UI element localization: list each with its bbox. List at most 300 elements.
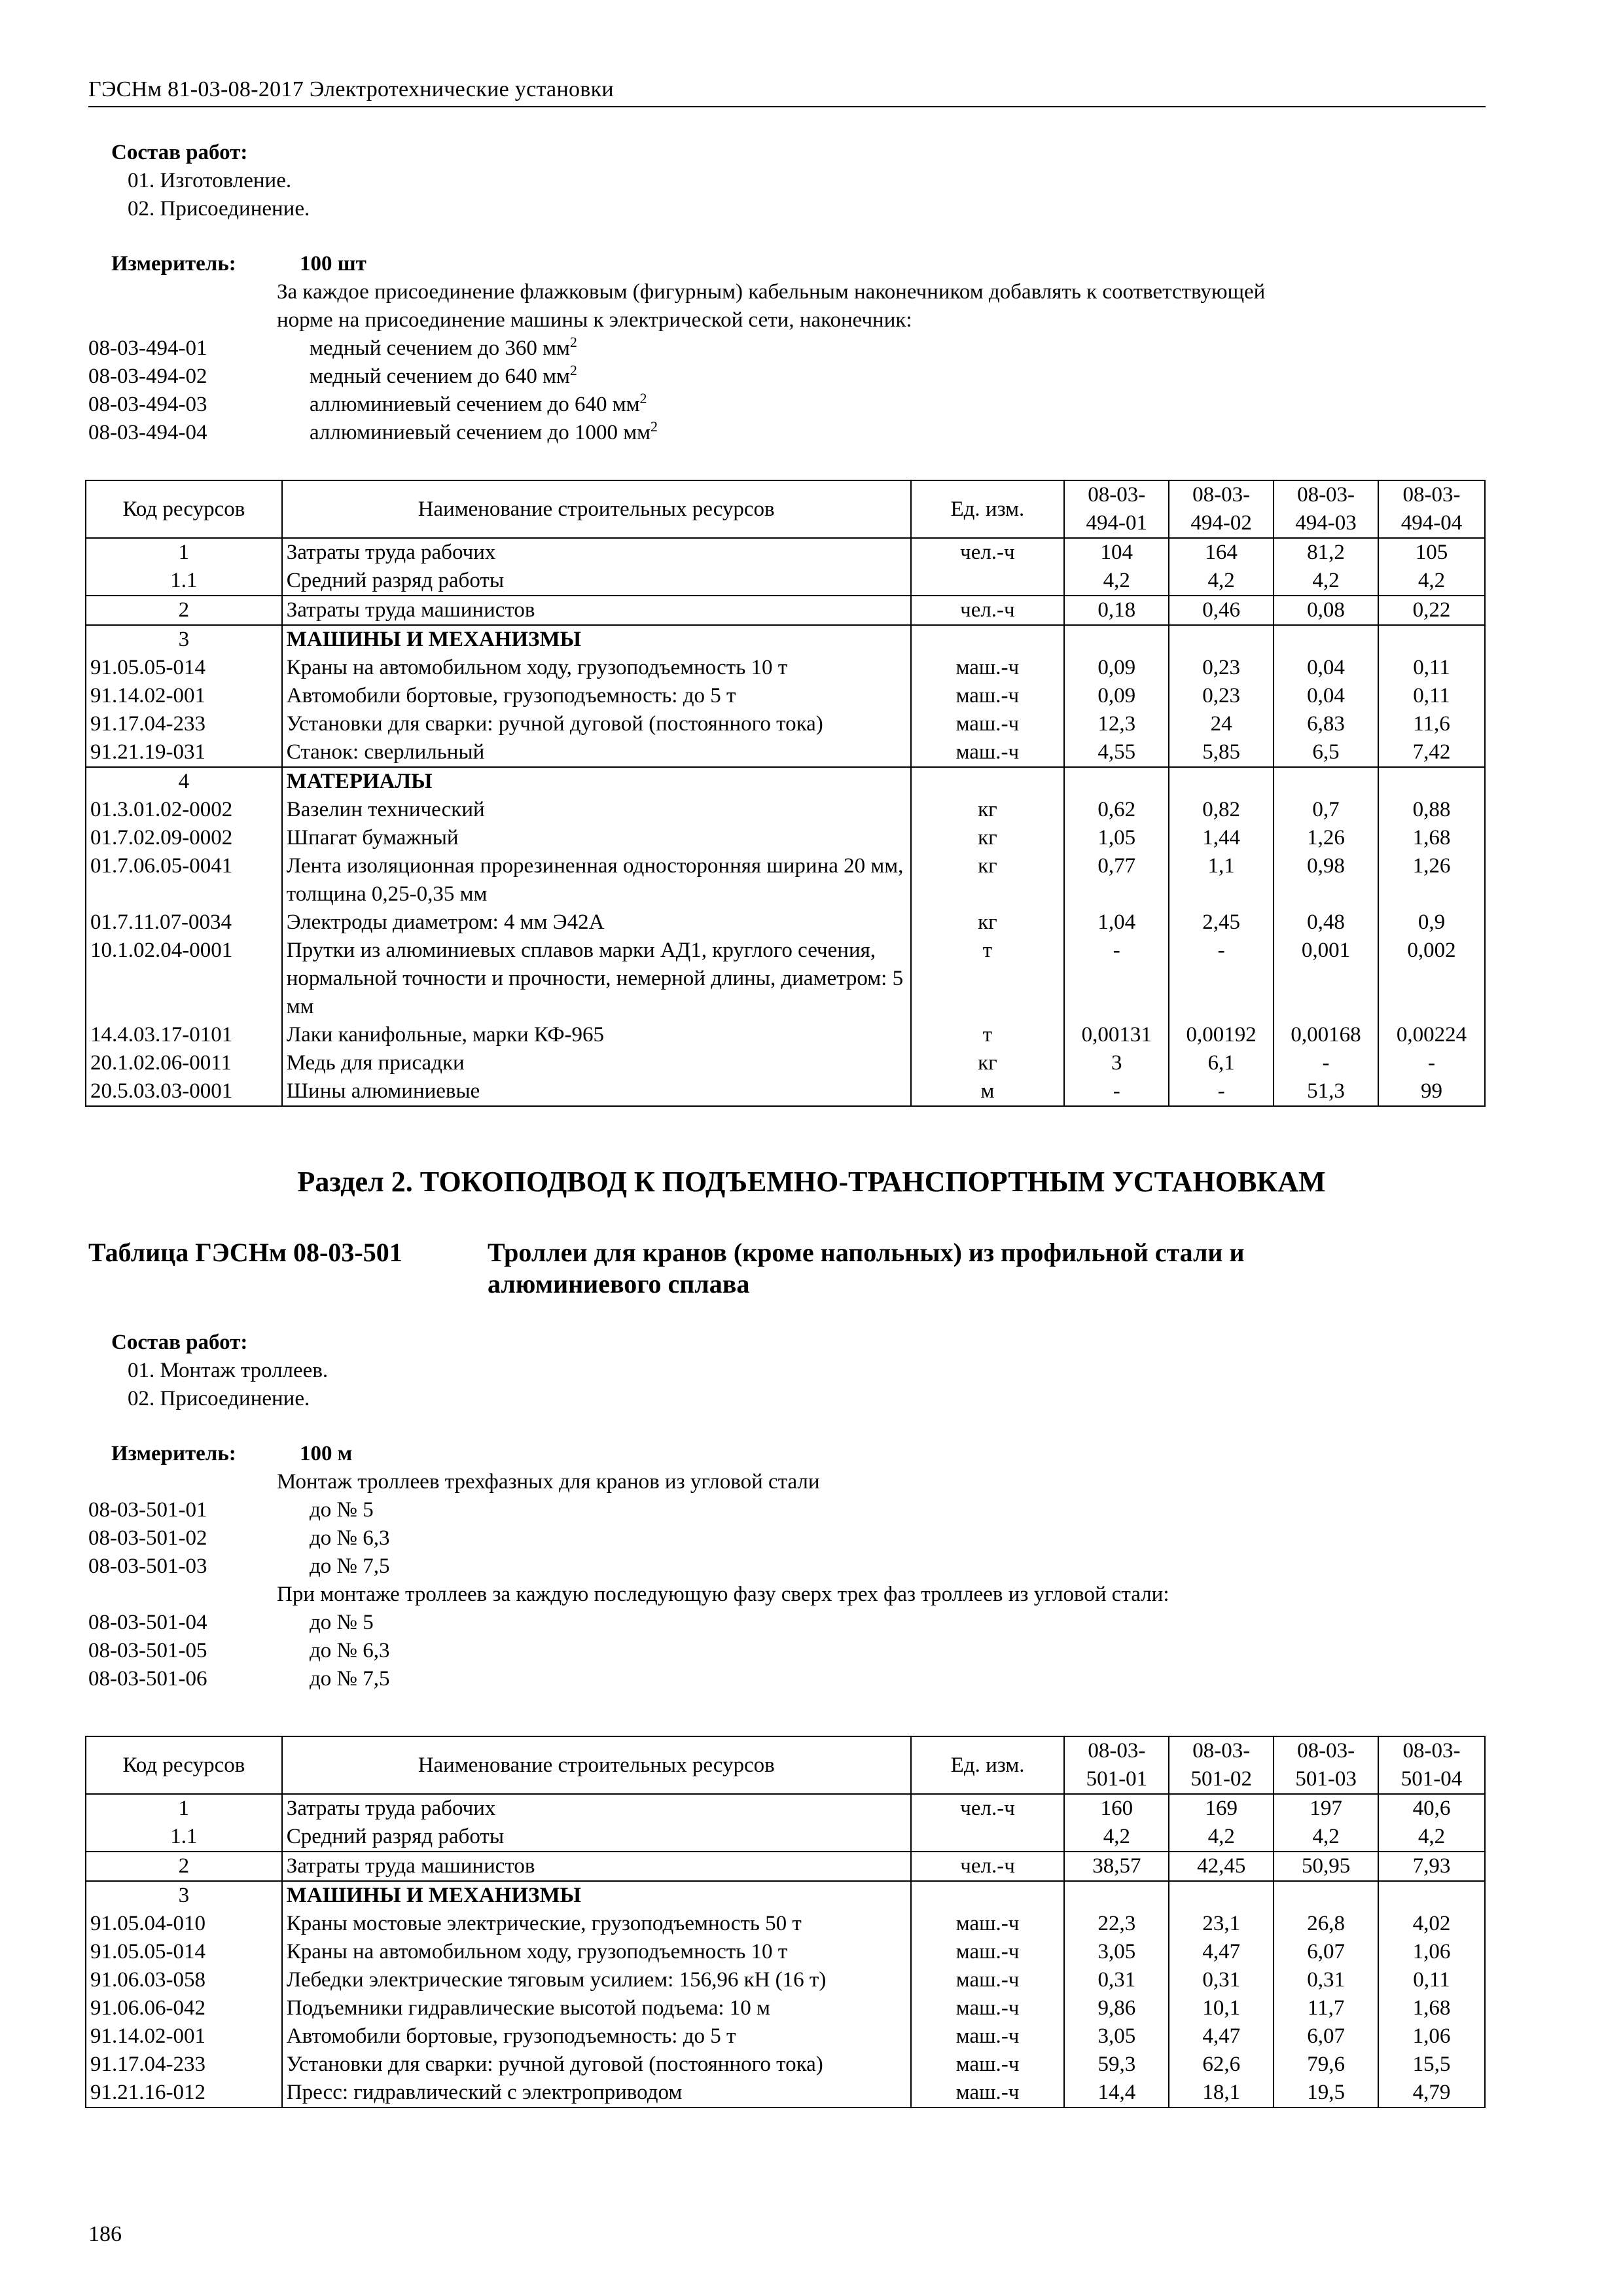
resource-unit (911, 625, 1065, 654)
header-unit: Ед. изм. (911, 480, 1065, 538)
norm-value: 0,23 (1169, 654, 1274, 682)
header-norm-column (1378, 1736, 1485, 1794)
resource-code: 20.5.03.03-0001 (86, 1077, 282, 1106)
resource-unit (911, 1881, 1065, 1910)
work-item: 01. Монтаж троллеев. (128, 1359, 329, 1382)
norm-text (277, 391, 1486, 419)
norm-value: 105 (1378, 538, 1485, 567)
table-row (86, 2051, 1485, 2079)
meter-desc: За каждое присоединение флажковым (фигурным) кабельным наконечником добавлять к соответствующей (277, 280, 1266, 304)
table-row (86, 908, 1485, 937)
table-row (86, 538, 1485, 567)
meter-row (88, 1440, 1486, 1468)
norm-value: 4,2 (1169, 567, 1274, 596)
norm-value: 0,04 (1274, 682, 1378, 710)
resource-name: Шпагат бумажный (282, 824, 911, 852)
norm-value (1274, 625, 1378, 654)
header-norm-part: 08-03- (1402, 483, 1461, 507)
norm-value: 18,1 (1169, 2079, 1274, 2108)
norm-value: 1,04 (1064, 908, 1169, 937)
norm-value: 0,82 (1169, 796, 1274, 824)
resource-name: Краны на автомобильном ходу, грузоподъемность 10 т (282, 654, 911, 682)
resource-code: 01.7.11.07-0034 (86, 908, 282, 937)
norm-item (88, 419, 1486, 447)
header-norm-part: 08-03- (1192, 1739, 1251, 1763)
group-row (86, 625, 1485, 654)
norm-value (1378, 767, 1485, 796)
header-norm-part: 08-03- (1192, 483, 1251, 507)
norm-value: 4,2 (1378, 567, 1485, 596)
norm-value: 0,08 (1274, 596, 1378, 625)
resource-unit: маш.-ч (911, 2079, 1065, 2108)
table-row (86, 1021, 1485, 1049)
norm-item (88, 391, 1486, 419)
meter-desc: норме на присоединение машины к электрической сети, наконечник: (277, 308, 912, 332)
resource-name: Установки для сварки: ручной дуговой (постоянного тока) (282, 2051, 911, 2079)
norm-value: 4,2 (1378, 1823, 1485, 1852)
resource-name: Электроды диаметром: 4 мм Э42А (282, 908, 911, 937)
norm-value: 4,2 (1064, 567, 1169, 596)
norm-value: 99 (1378, 1077, 1485, 1106)
norm-item (88, 1552, 1486, 1581)
norm-value: 50,95 (1274, 1852, 1378, 1881)
resource-name: Вазелин технический (282, 796, 911, 824)
resource-unit: чел.-ч (911, 1794, 1065, 1823)
norm-value: 26,8 (1274, 1910, 1378, 1938)
norm-value: 0,9 (1378, 908, 1485, 937)
norm-value: 4,47 (1169, 2022, 1274, 2051)
resource-code: 91.17.04-233 (86, 710, 282, 738)
norm-value: 79,6 (1274, 2051, 1378, 2079)
resource-code: 91.17.04-233 (86, 2051, 282, 2079)
norm-value: 23,1 (1169, 1910, 1274, 1938)
norm-text-value: до № 7,5 (310, 1554, 390, 1578)
norm-value: 2,45 (1169, 908, 1274, 937)
norm-text (277, 1524, 1486, 1552)
norm-value: - (1169, 937, 1274, 1021)
norm-text (277, 363, 1486, 391)
norm-value: 197 (1274, 1794, 1378, 1823)
norm-text-value: медный сечением до 360 мм (310, 336, 570, 360)
superscript: 2 (569, 362, 577, 378)
resource-unit (911, 1823, 1065, 1852)
resource-code: 1.1 (86, 1823, 282, 1852)
resource-code: 1 (86, 1794, 282, 1823)
table-row (86, 596, 1485, 625)
table-row (86, 824, 1485, 852)
norm-value: 0,001 (1274, 937, 1378, 1021)
table-row (86, 852, 1485, 908)
norm-text (277, 1552, 1486, 1581)
norm-value: 0,7 (1274, 796, 1378, 824)
header-norm-column (1064, 480, 1169, 538)
norm-value: - (1378, 1049, 1485, 1077)
table-row (86, 682, 1485, 710)
header-norm-column (1378, 480, 1485, 538)
resource-name: Шины алюминиевые (282, 1077, 911, 1106)
table-row (86, 567, 1485, 596)
norm-value: 6,07 (1274, 1938, 1378, 1966)
resource-table-501 (85, 1736, 1486, 2108)
table-row (86, 1994, 1485, 2022)
norm-value: 38,57 (1064, 1852, 1169, 1881)
norm-value: 7,42 (1378, 738, 1485, 767)
norm-text (277, 1609, 1486, 1637)
norm-value: 14,4 (1064, 2079, 1169, 2108)
norm-value: - (1064, 1077, 1169, 1106)
header-code: Код ресурсов (86, 1736, 282, 1794)
norm-value: 0,09 (1064, 682, 1169, 710)
resource-name: Подъемники гидравлические высотой подъема: 10 м (282, 1994, 911, 2022)
table-row (86, 796, 1485, 824)
resource-name: Медь для присадки (282, 1049, 911, 1077)
norm-value: 0,31 (1169, 1966, 1274, 1994)
header-norm-column (1064, 1736, 1169, 1794)
norm-value: 9,86 (1064, 1994, 1169, 2022)
norm-value: 4,2 (1274, 1823, 1378, 1852)
norm-item (88, 334, 1486, 363)
table-row (86, 654, 1485, 682)
norm-value: 15,5 (1378, 2051, 1485, 2079)
norm-code: 08-03-501-01 (88, 1498, 207, 1522)
header-norm-part: 494-01 (1086, 511, 1147, 535)
resource-code: 91.05.05-014 (86, 654, 282, 682)
resource-code: 1.1 (86, 567, 282, 596)
norm-value: 22,3 (1064, 1910, 1169, 1938)
norm-value: 6,1 (1169, 1049, 1274, 1077)
norm-value: 3,05 (1064, 2022, 1169, 2051)
work-item: 01. Изготовление. (128, 169, 292, 192)
norm-value: 4,02 (1378, 1910, 1485, 1938)
works-title: Состав работ: (111, 141, 248, 164)
norm-value: - (1274, 1049, 1378, 1077)
norm-value: 0,48 (1274, 908, 1378, 937)
norm-value: 12,3 (1064, 710, 1169, 738)
norm-value (1064, 1881, 1169, 1910)
norm-text (277, 1637, 1486, 1665)
work-item: 02. Присоединение. (128, 1387, 310, 1410)
norm-value: 0,00224 (1378, 1021, 1485, 1049)
header-unit: Ед. изм. (911, 1736, 1065, 1794)
group-row (86, 1881, 1485, 1910)
norm-text-value: аллюминиевый сечением до 640 мм (310, 393, 640, 416)
norm-value: 1,1 (1169, 852, 1274, 908)
norm-value: 11,7 (1274, 1994, 1378, 2022)
resource-unit: маш.-ч (911, 710, 1065, 738)
norm-code: 08-03-494-03 (88, 393, 207, 416)
header-norm-column (1274, 480, 1378, 538)
part1-block (88, 139, 1486, 447)
resource-code: 91.14.02-001 (86, 682, 282, 710)
norm-item (88, 1609, 1486, 1637)
norm-value: 0,11 (1378, 682, 1485, 710)
header-code: Код ресурсов (86, 480, 282, 538)
resource-code: 10.1.02.04-0001 (86, 937, 282, 1021)
norm-value (1169, 625, 1274, 654)
table-heading (88, 1237, 1423, 1300)
norm-value: 4,2 (1064, 1823, 1169, 1852)
resource-name: Установки для сварки: ручной дуговой (постоянного тока) (282, 710, 911, 738)
meter-value: 100 м (300, 1442, 353, 1465)
resource-code: 1 (86, 538, 282, 567)
resource-unit: чел.-ч (911, 538, 1065, 567)
resource-code: 91.06.03-058 (86, 1966, 282, 1994)
running-header: ГЭСНм 81-03-08-2017 Электротехнические установки (88, 77, 1486, 107)
resource-name: Станок: сверлильный (282, 738, 911, 767)
norm-value: - (1064, 937, 1169, 1021)
norm-code: 08-03-501-04 (88, 1611, 207, 1634)
norm-value: 0,11 (1378, 654, 1485, 682)
resource-unit: маш.-ч (911, 2051, 1065, 2079)
header-norm-part: 494-02 (1190, 511, 1252, 535)
resource-name: Пресс: гидравлический с электроприводом (282, 2079, 911, 2108)
work-item: 02. Присоединение. (128, 197, 310, 221)
superscript: 2 (651, 418, 658, 435)
resource-unit (911, 567, 1065, 596)
resource-name: Лента изоляционная прорезиненная односторонняя ширина 20 мм, толщина 0,25-0,35 мм (282, 852, 911, 908)
norm-value: 160 (1064, 1794, 1169, 1823)
group-name: МАШИНЫ И МЕХАНИЗМЫ (282, 625, 911, 654)
resource-name: Автомобили бортовые, грузоподъемность: до 5 т (282, 682, 911, 710)
norm-value (1064, 767, 1169, 796)
meter-label: Измеритель: (111, 1442, 236, 1465)
resource-code: 91.21.19-031 (86, 738, 282, 767)
table-row (86, 1910, 1485, 1938)
norm-text-value: аллюминиевый сечением до 1000 мм (310, 421, 651, 444)
norm-value: 1,06 (1378, 1938, 1485, 1966)
resource-name: Затраты труда рабочих (282, 538, 911, 567)
header-name: Наименование строительных ресурсов (282, 1736, 911, 1794)
norm-text-value: до № 6,3 (310, 1639, 390, 1662)
resource-code: 2 (86, 1852, 282, 1881)
norm-value: 1,26 (1378, 852, 1485, 908)
norm-value: 3 (1064, 1049, 1169, 1077)
header-norm-part: 501-01 (1086, 1767, 1148, 1791)
norm-value: 0,11 (1378, 1966, 1485, 1994)
resource-name: Затраты труда машинистов (282, 1852, 911, 1881)
norm-value: 42,45 (1169, 1852, 1274, 1881)
table-title: Троллеи для кранов (кроме напольных) из профильной стали и алюминиевого сплава (488, 1238, 1245, 1299)
resource-code: 3 (86, 625, 282, 654)
norm-item (88, 363, 1486, 391)
norm-value: 0,31 (1274, 1966, 1378, 1994)
table-row (86, 1077, 1485, 1106)
resource-unit: маш.-ч (911, 1938, 1065, 1966)
norm-value: 0,46 (1169, 596, 1274, 625)
norm-text-value: до № 5 (310, 1611, 374, 1634)
part2-block (88, 1329, 1486, 1693)
norm-text (277, 1665, 1486, 1693)
table-row (86, 2022, 1485, 2051)
norm-value: 6,07 (1274, 2022, 1378, 2051)
norm-item (88, 1524, 1486, 1552)
norm-value: 7,93 (1378, 1852, 1485, 1881)
norm-value (1378, 625, 1485, 654)
norm-code: 08-03-494-04 (88, 421, 207, 444)
group-name: МАТЕРИАЛЫ (282, 767, 911, 796)
header-norm-part: 08-03- (1088, 483, 1146, 507)
section-title: Раздел 2. ТОКОПОДВОД К ПОДЪЕМНО-ТРАНСПОРТНЫМ УСТАНОВКАМ (297, 1166, 1326, 1198)
resource-unit: маш.-ч (911, 1966, 1065, 1994)
resource-code: 91.05.04-010 (86, 1910, 282, 1938)
resource-unit: т (911, 937, 1065, 1021)
norm-value: 4,2 (1169, 1823, 1274, 1852)
resource-name: Средний разряд работы (282, 1823, 911, 1852)
resource-unit: кг (911, 796, 1065, 824)
table-row (86, 1794, 1485, 1823)
norm-value: 0,002 (1378, 937, 1485, 1021)
norm-value: 0,88 (1378, 796, 1485, 824)
resource-code: 20.1.02.06-0011 (86, 1049, 282, 1077)
table-row (86, 1966, 1485, 1994)
norm-text (277, 1496, 1486, 1524)
norm-value: 24 (1169, 710, 1274, 738)
resource-name: Средний разряд работы (282, 567, 911, 596)
norm-value: 164 (1169, 538, 1274, 567)
resource-name: Затраты труда рабочих (282, 1794, 911, 1823)
resource-unit: маш.-ч (911, 1910, 1065, 1938)
resource-code: 2 (86, 596, 282, 625)
norm-code: 08-03-501-02 (88, 1526, 207, 1550)
norm-text-value: до № 5 (310, 1498, 374, 1522)
norm-value: 1,68 (1378, 1994, 1485, 2022)
header-norm-part: 501-04 (1400, 1767, 1463, 1791)
table-row (86, 1852, 1485, 1881)
meter-desc: При монтаже троллеев за каждую последующую фазу сверх трех фаз троллеев из угловой стали: (277, 1583, 1169, 1606)
table-row (86, 710, 1485, 738)
norm-text-value: до № 7,5 (310, 1667, 390, 1691)
resource-name: Краны мостовые электрические, грузоподъемность 50 т (282, 1910, 911, 1938)
resource-code: 01.7.06.05-0041 (86, 852, 282, 908)
norm-text-value: до № 6,3 (310, 1526, 390, 1550)
superscript: 2 (639, 390, 647, 406)
norm-value: 1,06 (1378, 2022, 1485, 2051)
norm-value: 0,09 (1064, 654, 1169, 682)
table-label: Таблица ГЭСНм 08-03-501 (88, 1238, 402, 1267)
norm-value: 4,55 (1064, 738, 1169, 767)
norm-value: 51,3 (1274, 1077, 1378, 1106)
norm-code: 08-03-494-01 (88, 336, 207, 360)
norm-text (277, 334, 1486, 363)
resource-name: Затраты труда машинистов (282, 596, 911, 625)
header-norm-column (1169, 480, 1274, 538)
norm-value: 0,00192 (1169, 1021, 1274, 1049)
superscript: 2 (569, 334, 577, 350)
table-header-row (86, 480, 1485, 538)
resource-name: Краны на автомобильном ходу, грузоподъемность 10 т (282, 1938, 911, 1966)
norm-text-value: медный сечением до 640 мм (310, 365, 570, 388)
norm-value: 19,5 (1274, 2079, 1378, 2108)
norm-value: 0,04 (1274, 654, 1378, 682)
norm-value: 1,44 (1169, 824, 1274, 852)
norm-value (1274, 1881, 1378, 1910)
norm-value: 0,31 (1064, 1966, 1169, 1994)
norm-value (1169, 767, 1274, 796)
resource-code: 01.7.02.09-0002 (86, 824, 282, 852)
norm-value (1169, 1881, 1274, 1910)
norm-value: 1,05 (1064, 824, 1169, 852)
norm-value: 4,2 (1274, 567, 1378, 596)
norm-value: 1,68 (1378, 824, 1485, 852)
norm-value: 0,00168 (1274, 1021, 1378, 1049)
norm-value: 10,1 (1169, 1994, 1274, 2022)
page-number: 186 (88, 2222, 122, 2246)
meter-value: 100 шт (300, 252, 366, 276)
header-norm-part: 08-03- (1402, 1739, 1461, 1763)
norm-value: 5,85 (1169, 738, 1274, 767)
norm-value: 0,00131 (1064, 1021, 1169, 1049)
resource-unit (911, 767, 1065, 796)
resource-unit: маш.-ч (911, 2022, 1065, 2051)
header-norm-part: 494-04 (1400, 511, 1463, 535)
norm-value (1274, 767, 1378, 796)
norm-value: 59,3 (1064, 2051, 1169, 2079)
norm-value: 0,77 (1064, 852, 1169, 908)
norm-value: 0,18 (1064, 596, 1169, 625)
norm-text (277, 419, 1486, 447)
norm-value: 3,05 (1064, 1938, 1169, 1966)
group-name: МАШИНЫ И МЕХАНИЗМЫ (282, 1881, 911, 1910)
resource-unit: кг (911, 1049, 1065, 1077)
resource-code: 4 (86, 767, 282, 796)
meter-desc: Монтаж троллеев трехфазных для кранов из угловой стали (277, 1470, 820, 1494)
header-norm-part: 501-03 (1295, 1767, 1357, 1791)
resource-code: 91.21.16-012 (86, 2079, 282, 2108)
group-row (86, 767, 1485, 796)
norm-value: 0,62 (1064, 796, 1169, 824)
resource-name: Лебедки электрические тяговым усилием: 156,96 кН (16 т) (282, 1966, 911, 1994)
resource-name: Автомобили бортовые, грузоподъемность: до 5 т (282, 2022, 911, 2051)
resource-unit: т (911, 1021, 1065, 1049)
resource-unit: кг (911, 824, 1065, 852)
table-row (86, 937, 1485, 1021)
header-norm-part: 08-03- (1088, 1739, 1146, 1763)
header-norm-part: 494-03 (1295, 511, 1357, 535)
table-row (86, 2079, 1485, 2108)
works-title: Состав работ: (111, 1331, 248, 1354)
norm-value: 11,6 (1378, 710, 1485, 738)
table-row (86, 738, 1485, 767)
norm-value: 81,2 (1274, 538, 1378, 567)
norm-value: 40,6 (1378, 1794, 1485, 1823)
norm-code: 08-03-501-05 (88, 1639, 207, 1662)
norm-value: 169 (1169, 1794, 1274, 1823)
resource-name: Лаки канифольные, марки КФ-965 (282, 1021, 911, 1049)
norm-value: - (1169, 1077, 1274, 1106)
norm-value: 0,22 (1378, 596, 1485, 625)
norm-item (88, 1665, 1486, 1693)
resource-unit: кг (911, 908, 1065, 937)
table-header-row (86, 1736, 1485, 1794)
resource-unit: маш.-ч (911, 738, 1065, 767)
resource-unit: маш.-ч (911, 1994, 1065, 2022)
resource-unit: чел.-ч (911, 596, 1065, 625)
header-name: Наименование строительных ресурсов (282, 480, 911, 538)
norm-value: 62,6 (1169, 2051, 1274, 2079)
resource-table-494 (85, 480, 1486, 1107)
norm-value: 1,26 (1274, 824, 1378, 852)
norm-value: 0,23 (1169, 682, 1274, 710)
resource-unit: чел.-ч (911, 1852, 1065, 1881)
header-norm-column (1274, 1736, 1378, 1794)
resource-code: 91.05.05-014 (86, 1938, 282, 1966)
norm-value (1378, 1881, 1485, 1910)
norm-value: 0,98 (1274, 852, 1378, 908)
meter-row (88, 250, 1486, 278)
resource-unit: кг (911, 852, 1065, 908)
resource-unit: маш.-ч (911, 654, 1065, 682)
header-norm-part: 08-03- (1297, 483, 1355, 507)
